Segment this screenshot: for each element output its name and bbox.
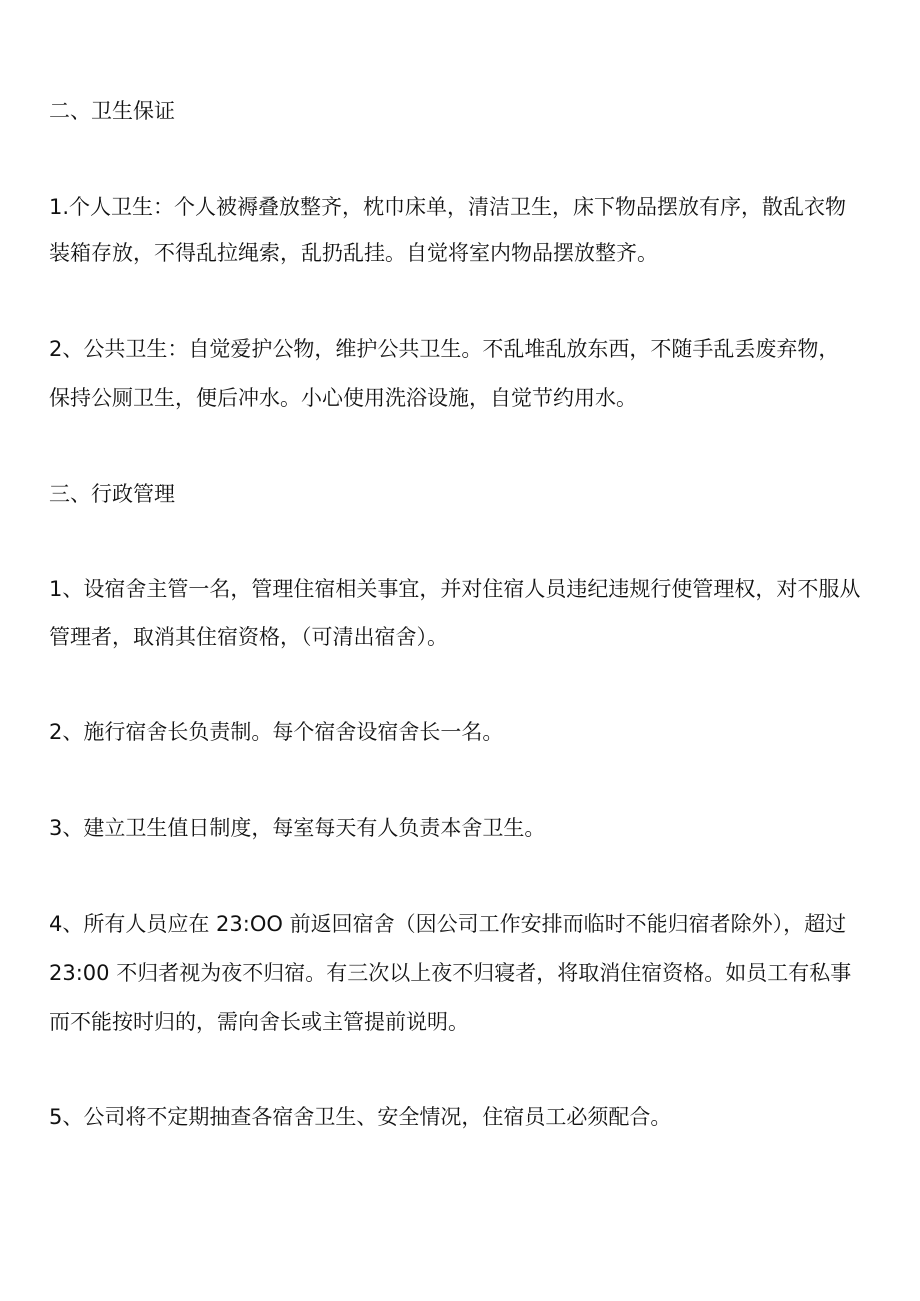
paragraph-inspection: 5、公司将不定期抽查各宿舍卫生、安全情况，住宿员工必须配合。 — [49, 1105, 672, 1129]
paragraph-public-hygiene-line-2: 保持公厕卫生，便后冲水。小心使用洗浴设施，自觉节约用水。 — [49, 386, 637, 410]
paragraph-duty-roster: 3、建立卫生值日制度，每室每天有人负责本舍卫生。 — [49, 816, 546, 840]
paragraph-dorm-supervisor-line-1: 1、设宿舍主管一名，管理住宿相关事宜，并对住宿人员违纪违规行使管理权，对不服从 — [49, 577, 861, 601]
paragraph-curfew-line-3: 而不能按时归的，需向舍长或主管提前说明。 — [49, 1010, 469, 1034]
paragraph-dorm-leader: 2、施行宿舍长负责制。每个宿舍设宿舍长一名。 — [49, 720, 504, 744]
paragraph-personal-hygiene-line-1: 1.个人卫生：个人被褥叠放整齐，枕巾床单，清洁卫生，床下物品摆放有序，散乱衣物 — [49, 195, 847, 219]
section-heading-administration: 三、行政管理 — [49, 482, 175, 506]
paragraph-curfew-line-2: 23:00 不归者视为夜不归宿。有三次以上夜不归寝者，将取消住宿资格。如员工有私事 — [49, 961, 852, 985]
paragraph-dorm-supervisor-line-2: 管理者，取消其住宿资格，（可清出宿舍）。 — [49, 625, 448, 649]
section-heading-hygiene: 二、卫生保证 — [49, 99, 175, 123]
paragraph-curfew-line-1: 4、所有人员应在 23:OO 前返回宿舍（因公司工作安排而临时不能归宿者除外），超过 — [49, 912, 847, 936]
paragraph-personal-hygiene-line-2: 装箱存放，不得乱拉绳索，乱扔乱挂。自觉将室内物品摆放整齐。 — [49, 241, 658, 265]
paragraph-public-hygiene-line-1: 2、公共卫生：自觉爱护公物，维护公共卫生。不乱堆乱放东西，不随手乱丢废弃物， — [49, 337, 840, 361]
